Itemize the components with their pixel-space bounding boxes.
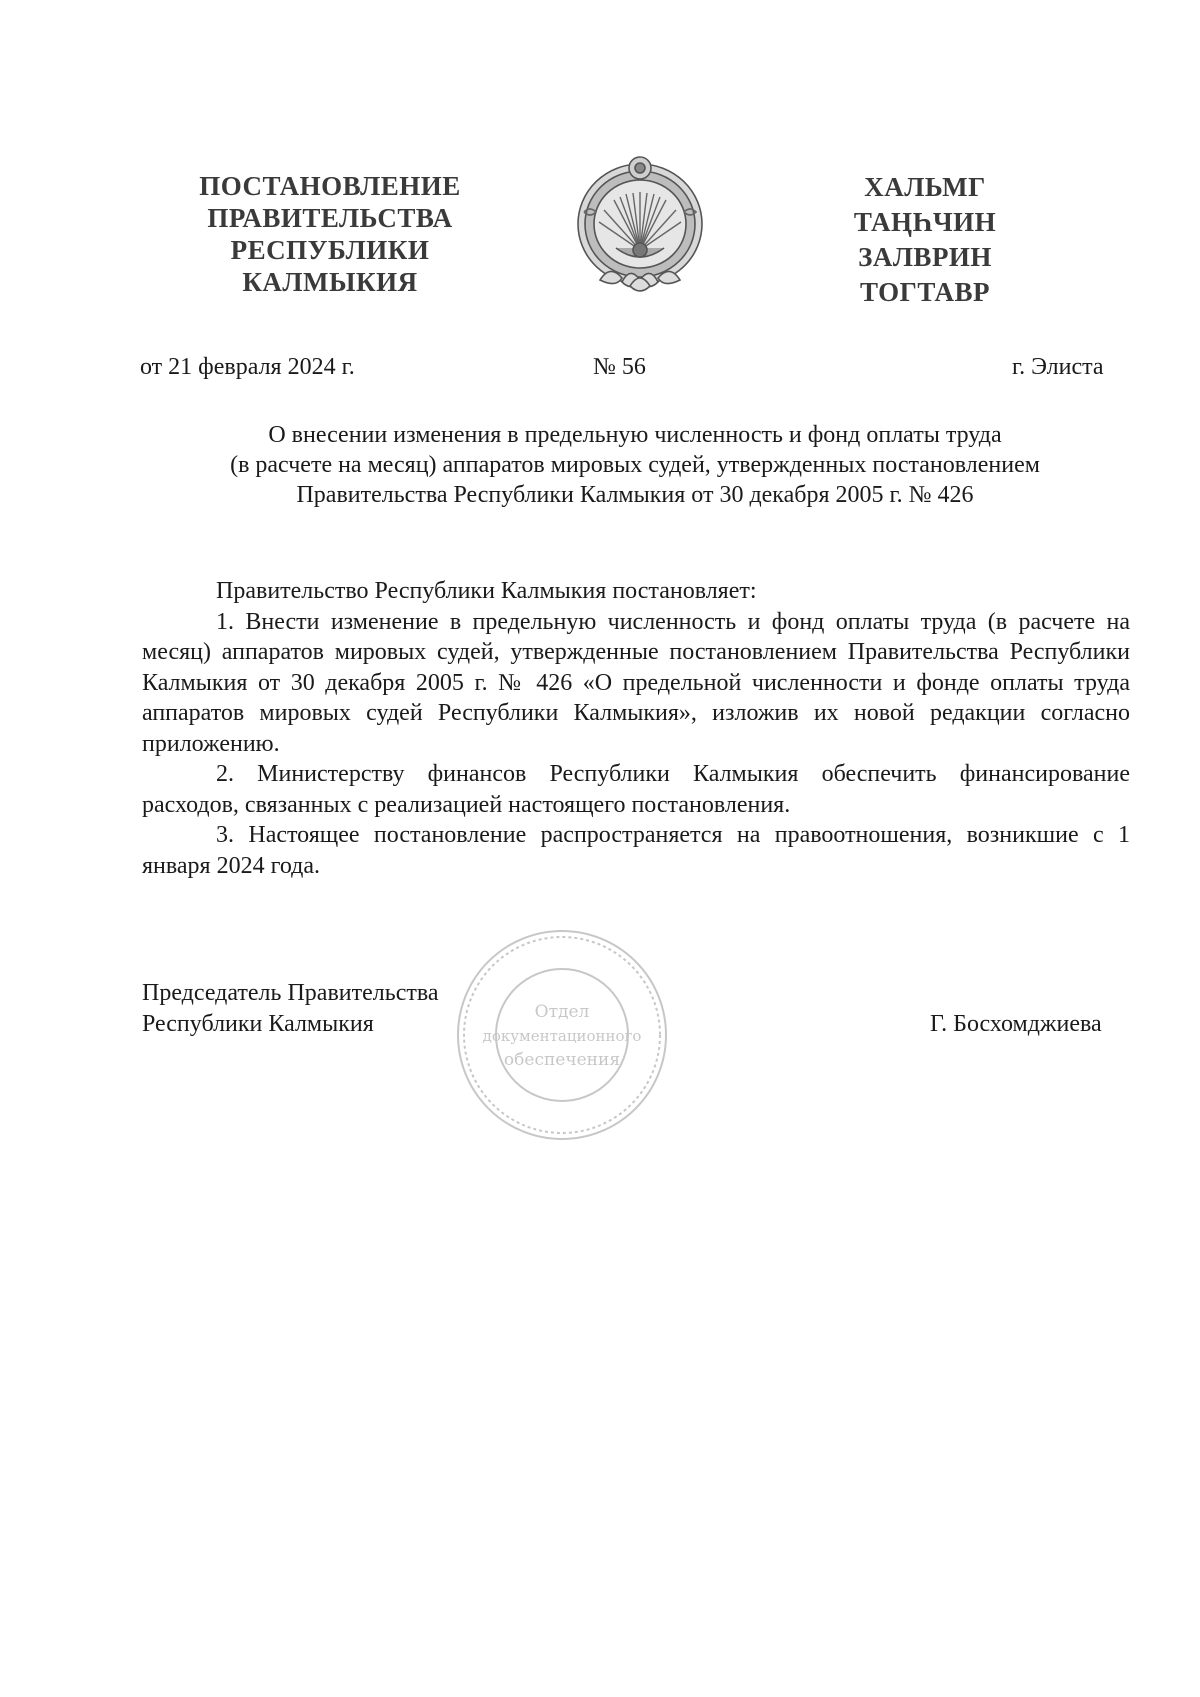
official-round-stamp-icon: [452, 925, 672, 1145]
title-line: (в расчете на месяц) аппаратов мировых судей, утвержденных постановлением: [230, 452, 1040, 478]
header-right-line: ТАҢҺЧИН: [853, 207, 997, 237]
body-item-3: 3. Настоящее постановление распространяется на правоотношения, возникшие с 1 января 2024 года.: [142, 822, 1130, 879]
header-right-line: ТОГТАВР: [860, 277, 990, 307]
signatory-name: Г. Босхомджиева: [930, 1011, 1102, 1037]
signature-title-line: Председатель Правительства: [142, 980, 439, 1006]
stamp-text-line: документационного: [482, 1027, 642, 1045]
document-body: [142, 576, 1130, 881]
header-left-line: ПОСТАНОВЛЕНИЕ: [199, 171, 461, 201]
stamp-text-line: Отдел: [534, 1002, 590, 1022]
header-right-line: ЗАЛВРИН: [858, 242, 992, 272]
stamp-text-line: обеспечения: [503, 1050, 621, 1070]
header-left-line: КАЛМЫКИЯ: [242, 267, 418, 297]
kalmykia-coat-of-arms-icon: [570, 152, 710, 302]
document-date: от 21 февраля 2024 г.: [140, 354, 355, 380]
document-city: г. Элиста: [1012, 354, 1104, 380]
body-intro: Правительство Республики Калмыкия постановляет:: [216, 578, 757, 604]
header-right-title: [820, 170, 1030, 310]
signature-title-line: Республики Калмыкия: [142, 1010, 374, 1037]
title-line: Правительства Республики Калмыкия от 30 декабря 2005 г. № 426: [296, 482, 974, 508]
body-item-2: 2. Министерству финансов Республики Калмыкия обеспечить финансирование расходов, связанных с реализацией настоящего постановления.: [142, 761, 1130, 818]
header-left-line: ПРАВИТЕЛЬСТВА: [207, 203, 453, 233]
body-item-1: 1. Внести изменение в предельную численность и фонд оплаты труда (в расчете на месяц) аппаратов мировых судей, утвержденные постановлением Правительства Республики Калмыкия от 30 декабря 2005 г. № 426 «О предельной численности и фонде оплаты труда аппаратов мировых судей Республики Калмыкия», изложив их новой редакции согласно приложению.: [142, 608, 1130, 757]
title-line: О внесении изменения в предельную численность и фонд оплаты труда: [268, 422, 1002, 448]
header-left-line: РЕСПУБЛИКИ: [230, 235, 430, 265]
document-number: № 56: [593, 354, 646, 380]
signature-title: [142, 978, 439, 1039]
header-right-line: ХАЛЬМГ: [864, 172, 986, 202]
document-title: [140, 420, 1130, 510]
header-left-title: [160, 170, 500, 298]
